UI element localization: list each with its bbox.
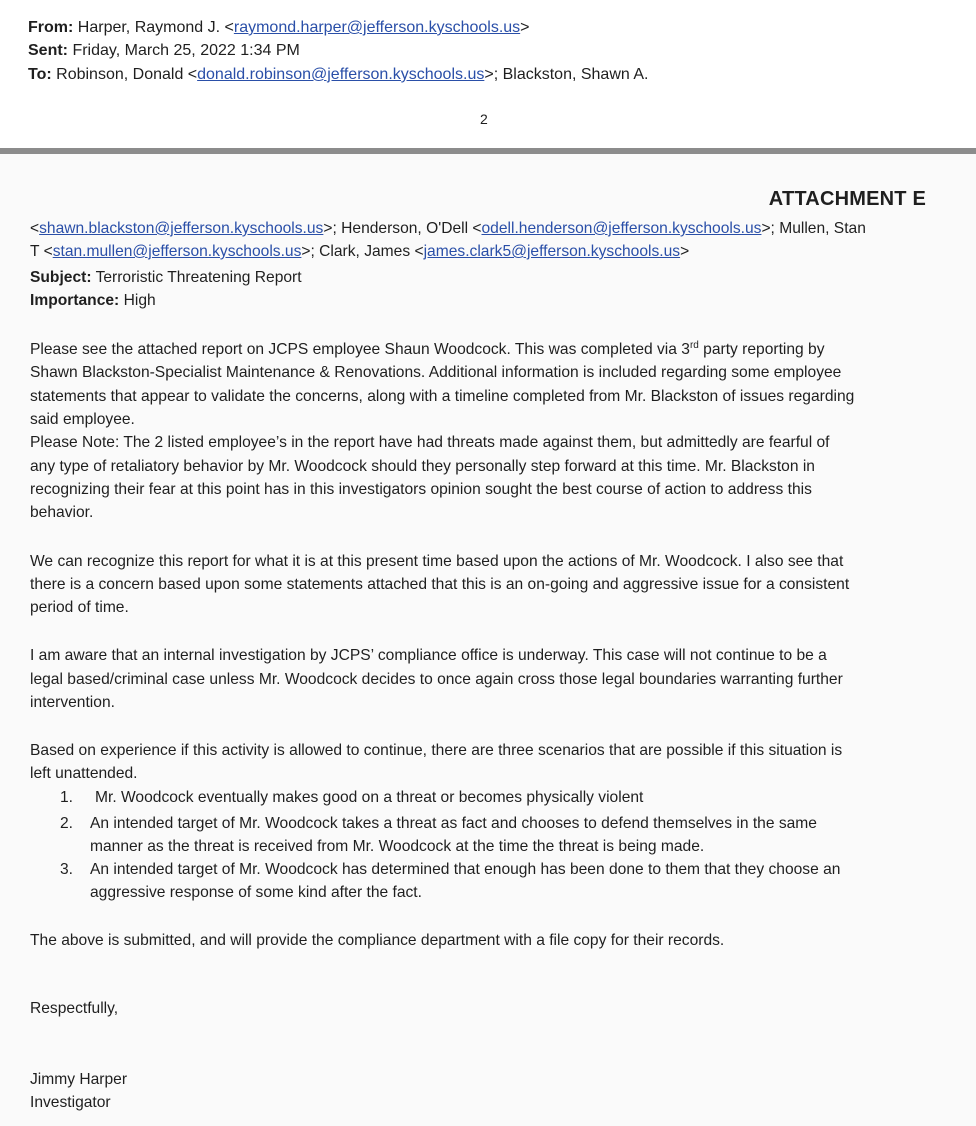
importance-value: High: [123, 292, 156, 309]
from-email-link[interactable]: raymond.harper@jefferson.kyschools.us: [233, 19, 521, 36]
page-1-fragment: [0, 0, 976, 148]
body-text: Please see the attached report on JCPS employee Shaun Woodcock. This was completed via 3: [30, 341, 690, 358]
to-line: [28, 65, 648, 85]
recipients-line-2: [30, 240, 689, 263]
from-name: Harper, Raymond J. <: [77, 19, 234, 36]
importance-line: [30, 289, 156, 312]
henderson-email-link[interactable]: odell.henderson@jefferson.kyschools.us: [481, 220, 762, 237]
sent-label: Sent:: [28, 42, 68, 59]
recipients-text: >; Clark, James <: [301, 243, 424, 260]
to-email-link[interactable]: donald.robinson@jefferson.kyschools.us: [197, 66, 485, 83]
to-label: To:: [28, 66, 52, 83]
subject-line: [30, 266, 302, 289]
from-line: [28, 18, 530, 38]
attachment-label: ATTACHMENT E: [768, 188, 926, 210]
page-number: 2: [480, 111, 488, 127]
body-line: The above is submitted, and will provide the compliance department with a file copy for their records.: [30, 932, 725, 949]
recipients-text: T <: [30, 243, 53, 260]
list-item-text: An intended target of Mr. Woodcock takes a threat as fact and chooses to defend themselves in the same: [90, 815, 817, 832]
body-line: Based on experience if this activity is allowed to continue, there are three scenarios that are possible if this situation is: [30, 742, 843, 759]
list-number: 1.: [60, 789, 74, 806]
list-item-text: An intended target of Mr. Woodcock has determined that enough has been done to them that they choose an: [90, 861, 841, 878]
recipients-text: >; Mullen, Stan: [761, 220, 866, 237]
to-end: >; Blackston, Shawn A.: [484, 66, 649, 83]
body-line: intervention.: [30, 694, 115, 711]
list-number: 2.: [60, 815, 74, 832]
closing: Respectfully,: [30, 1000, 119, 1017]
body-line: recognizing their fear at this point has in this investigators opinion sought the best course of action to address this: [30, 481, 812, 498]
body-line: [30, 338, 825, 361]
body-line: legal based/criminal case unless Mr. Woodcock decides to once again cross those legal boundaries warranting further: [30, 671, 843, 688]
list-number: 3.: [60, 861, 74, 878]
blackston-email-link[interactable]: shawn.blackston@jefferson.kyschools.us: [39, 220, 324, 237]
clark-email-link[interactable]: james.clark5@jefferson.kyschools.us: [423, 243, 681, 260]
from-end: >: [520, 19, 530, 36]
list-item-text: Mr. Woodcock eventually makes good on a threat or becomes physically violent: [95, 789, 644, 806]
signature-name: Jimmy Harper: [30, 1071, 128, 1088]
sent-line: [28, 41, 300, 61]
subject-label: Subject:: [30, 269, 92, 286]
recipients-line-1: [30, 217, 866, 240]
recipients-text: <: [30, 220, 40, 237]
body-text: party reporting by: [698, 341, 825, 358]
recipients-text: >; Henderson, O'Dell <: [323, 220, 482, 237]
mullen-email-link[interactable]: stan.mullen@jefferson.kyschools.us: [52, 243, 302, 260]
body-line: any type of retaliatory behavior by Mr. Woodcock should they personally step forward at this time. Mr. Blackston in: [30, 458, 815, 475]
body-line: Shawn Blackston-Specialist Maintenance & Renovations. Additional information is included regarding some employee: [30, 364, 842, 381]
recipients-text: >: [680, 243, 690, 260]
sent-value: Friday, March 25, 2022 1:34 PM: [72, 42, 300, 59]
body-line: behavior.: [30, 504, 94, 521]
to-name: Robinson, Donald <: [56, 66, 198, 83]
body-line: statements that appear to validate the concerns, along with a timeline completed from Mr. Blackston of issues regarding: [30, 388, 855, 405]
importance-label: Importance:: [30, 292, 120, 309]
body-line: there is a concern based upon some statements attached that this is an on-going and aggressive issue for a consistent: [30, 576, 850, 593]
list-item-text: manner as the threat is received from Mr. Woodcock at the time the threat is being made.: [90, 838, 705, 855]
ordinal-suffix: rd: [689, 339, 699, 351]
from-label: From:: [28, 19, 74, 36]
body-line: We can recognize this report for what it is at this present time based upon the actions of Mr. Woodcock. I also see that: [30, 553, 844, 570]
body-line: period of time.: [30, 599, 129, 616]
body-line: I am aware that an internal investigation by JCPS’ compliance office is underway. This case will not continue to be a: [30, 647, 827, 664]
body-line: said employee.: [30, 411, 135, 428]
body-line: Please Note: The 2 listed employee’s in the report have had threats made against them, but admittedly are fearful of: [30, 434, 830, 451]
subject-value: Terroristic Threatening Report: [95, 269, 302, 286]
signature-title: Investigator: [30, 1094, 111, 1111]
list-item-text: aggressive response of some kind after the fact.: [90, 884, 422, 901]
body-line: left unattended.: [30, 765, 138, 782]
